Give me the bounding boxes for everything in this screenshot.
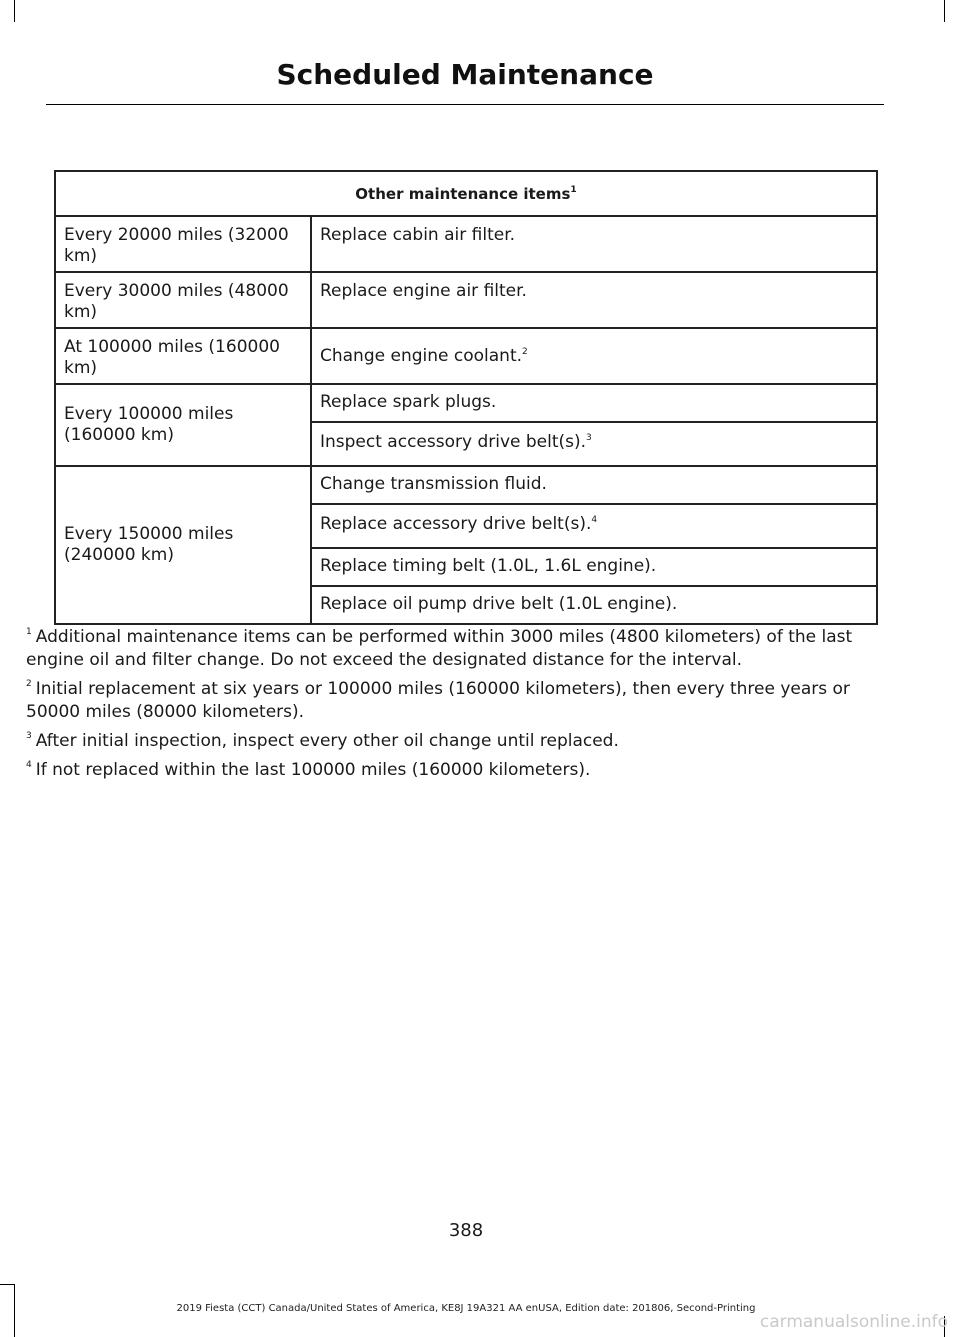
item-cell	[311, 466, 877, 504]
interval-cell: Every 100000 miles (160000 km)	[55, 384, 311, 466]
item-text: Replace spark plugs.	[320, 392, 497, 412]
table-row	[55, 216, 877, 272]
footer-edition-info: 2019 Fiesta (CCT) Canada/United States of America, KE8J 19A321 AA enUSA, Edition date: 201806, Second-Printing	[176, 1303, 756, 1314]
item-text: Replace oil pump drive belt (1.0L engine).	[320, 594, 678, 614]
table-row	[55, 466, 877, 504]
item-cell	[311, 586, 877, 624]
footnote-number: 1	[26, 627, 32, 637]
item-cell	[311, 216, 877, 272]
crop-mark-top-left	[14, 0, 15, 22]
item-text: Change transmission fluid.	[320, 474, 547, 494]
table-title-text: Other maintenance items	[355, 185, 571, 203]
watermark: carmanualsonline.info	[759, 1312, 948, 1332]
footnote	[26, 759, 876, 782]
crop-mark-bottom-left-h	[0, 1284, 15, 1285]
interval-cell: At 100000 miles (160000 km)	[55, 328, 311, 384]
table-row	[55, 384, 877, 422]
footnote-ref: 4	[591, 515, 598, 525]
footnotes	[26, 626, 876, 788]
item-text: Change engine coolant.	[320, 345, 523, 366]
item-cell	[311, 328, 877, 384]
footnote-number: 4	[26, 760, 32, 770]
footnote	[26, 678, 876, 724]
footnote	[26, 730, 876, 753]
item-text: Replace cabin air filter.	[320, 225, 516, 245]
interval-cell: Every 20000 miles (32000 km)	[55, 216, 311, 272]
footnote-ref: 3	[586, 433, 592, 443]
crop-mark-top-right	[944, 0, 945, 22]
page-number: 388	[448, 1220, 484, 1241]
item-cell	[311, 384, 877, 422]
footnote-number: 2	[26, 679, 32, 689]
footnote	[26, 626, 876, 672]
footnote-text: Additional maintenance items can be performed within 3000 miles (4800 kilometers) of the last engine oil and filter change. Do not exceed the designated distance for the interval.	[26, 627, 853, 670]
item-text: Inspect accessory drive belt(s).	[320, 432, 587, 452]
table-row	[55, 272, 877, 328]
title-divider	[46, 104, 884, 105]
page-title: Scheduled Maintenance	[276, 58, 654, 91]
table-title	[55, 171, 877, 216]
footnote-number: 3	[26, 731, 32, 741]
item-text: Replace engine air filter.	[320, 281, 527, 301]
item-cell	[311, 272, 877, 328]
item-text: Replace timing belt (1.0L, 1.6L engine).	[320, 556, 657, 576]
table-row	[55, 328, 877, 384]
table-title-footnote-ref: 1	[570, 185, 577, 195]
footnote-text: If not replaced within the last 100000 miles (160000 kilometers).	[35, 760, 591, 780]
footnote-text: After initial inspection, inspect every other oil change until replaced.	[35, 731, 619, 751]
maintenance-table	[54, 170, 878, 625]
footnote-ref: 2	[522, 346, 528, 357]
item-cell	[311, 548, 877, 586]
item-cell	[311, 504, 877, 548]
interval-cell: Every 150000 miles (240000 km)	[55, 466, 311, 624]
interval-cell: Every 30000 miles (48000 km)	[55, 272, 311, 328]
item-text: Replace accessory drive belt(s).	[320, 514, 592, 534]
footnote-text: Initial replacement at six years or 100000 miles (160000 kilometers), then every three years or 50000 miles (80000 kilometers).	[26, 679, 850, 722]
item-cell	[311, 422, 877, 466]
